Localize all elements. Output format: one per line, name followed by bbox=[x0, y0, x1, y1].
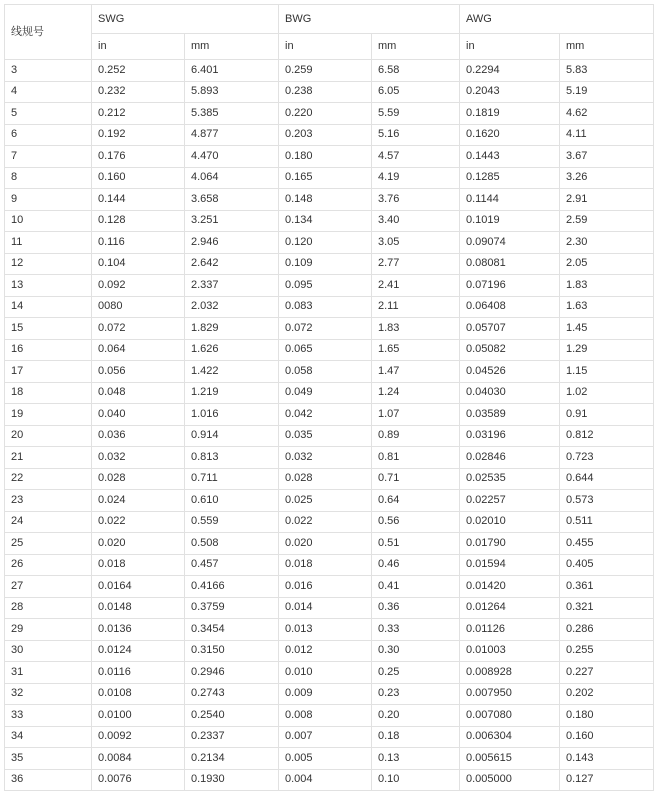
swg-mm-cell: 2.337 bbox=[185, 275, 279, 297]
bwg-in-cell: 0.010 bbox=[279, 662, 372, 684]
gauge-number-cell: 17 bbox=[5, 361, 92, 383]
swg-mm-cell: 0.2946 bbox=[185, 662, 279, 684]
table-row bbox=[5, 167, 654, 189]
swg-mm-cell: 0.3150 bbox=[185, 640, 279, 662]
swg-mm-cell: 0.2134 bbox=[185, 748, 279, 770]
bwg-in-cell: 0.032 bbox=[279, 447, 372, 469]
bwg-in-cell: 0.022 bbox=[279, 511, 372, 533]
awg-in-cell: 0.02257 bbox=[460, 490, 560, 512]
bwg-mm-cell: 1.65 bbox=[372, 339, 460, 361]
swg-mm-cell: 1.829 bbox=[185, 318, 279, 340]
table-row bbox=[5, 404, 654, 426]
table-row bbox=[5, 683, 654, 705]
bwg-mm-cell: 0.13 bbox=[372, 748, 460, 770]
table-row bbox=[5, 232, 654, 254]
bwg-in-cell: 0.008 bbox=[279, 705, 372, 727]
swg-mm-cell: 0.711 bbox=[185, 468, 279, 490]
bwg-in-cell: 0.018 bbox=[279, 554, 372, 576]
gauge-number-cell: 30 bbox=[5, 640, 92, 662]
awg-in-cell: 0.1285 bbox=[460, 167, 560, 189]
swg-mm-cell: 0.4166 bbox=[185, 576, 279, 598]
awg-mm-cell: 0.127 bbox=[560, 769, 654, 791]
swg-in-header: in bbox=[92, 34, 185, 60]
gauge-number-cell: 10 bbox=[5, 210, 92, 232]
swg-in-cell: 0.0108 bbox=[92, 683, 185, 705]
bwg-in-cell: 0.028 bbox=[279, 468, 372, 490]
swg-in-cell: 0.212 bbox=[92, 103, 185, 125]
bwg-mm-cell: 0.33 bbox=[372, 619, 460, 641]
awg-in-cell: 0.2043 bbox=[460, 81, 560, 103]
bwg-mm-cell: 5.16 bbox=[372, 124, 460, 146]
table-row bbox=[5, 103, 654, 125]
awg-in-cell: 0.01594 bbox=[460, 554, 560, 576]
table-row bbox=[5, 60, 654, 82]
bwg-mm-cell: 0.81 bbox=[372, 447, 460, 469]
awg-mm-cell: 0.812 bbox=[560, 425, 654, 447]
bwg-in-cell: 0.007 bbox=[279, 726, 372, 748]
table-body bbox=[5, 60, 654, 791]
awg-mm-cell: 2.91 bbox=[560, 189, 654, 211]
table-row bbox=[5, 726, 654, 748]
table-row bbox=[5, 619, 654, 641]
table-row bbox=[5, 576, 654, 598]
swg-in-cell: 0.160 bbox=[92, 167, 185, 189]
awg-in-cell: 0.08081 bbox=[460, 253, 560, 275]
awg-mm-cell: 3.67 bbox=[560, 146, 654, 168]
awg-mm-cell: 2.30 bbox=[560, 232, 654, 254]
bwg-in-header: in bbox=[279, 34, 372, 60]
swg-in-cell: 0.028 bbox=[92, 468, 185, 490]
swg-mm-cell: 2.946 bbox=[185, 232, 279, 254]
table-row bbox=[5, 339, 654, 361]
swg-mm-cell: 5.893 bbox=[185, 81, 279, 103]
gauge-number-cell: 19 bbox=[5, 404, 92, 426]
gauge-number-cell: 18 bbox=[5, 382, 92, 404]
awg-mm-cell: 0.180 bbox=[560, 705, 654, 727]
awg-in-cell: 0.02535 bbox=[460, 468, 560, 490]
gauge-number-cell: 31 bbox=[5, 662, 92, 684]
table-row bbox=[5, 124, 654, 146]
table-row bbox=[5, 705, 654, 727]
bwg-mm-cell: 2.77 bbox=[372, 253, 460, 275]
awg-mm-cell: 2.05 bbox=[560, 253, 654, 275]
bwg-mm-cell: 0.56 bbox=[372, 511, 460, 533]
table-row bbox=[5, 189, 654, 211]
bwg-mm-cell: 0.89 bbox=[372, 425, 460, 447]
table-row bbox=[5, 748, 654, 770]
awg-in-cell: 0.1819 bbox=[460, 103, 560, 125]
gauge-table-container bbox=[4, 4, 654, 791]
swg-in-cell: 0.024 bbox=[92, 490, 185, 512]
awg-in-cell: 0.05707 bbox=[460, 318, 560, 340]
awg-mm-cell: 1.15 bbox=[560, 361, 654, 383]
bwg-in-cell: 0.049 bbox=[279, 382, 372, 404]
bwg-mm-cell: 3.40 bbox=[372, 210, 460, 232]
swg-in-cell: 0.072 bbox=[92, 318, 185, 340]
swg-mm-cell: 1.016 bbox=[185, 404, 279, 426]
bwg-in-cell: 0.042 bbox=[279, 404, 372, 426]
awg-mm-cell: 0.227 bbox=[560, 662, 654, 684]
awg-in-cell: 0.1144 bbox=[460, 189, 560, 211]
swg-in-cell: 0.0148 bbox=[92, 597, 185, 619]
table-row bbox=[5, 490, 654, 512]
swg-in-cell: 0.020 bbox=[92, 533, 185, 555]
table-row bbox=[5, 662, 654, 684]
awg-in-cell: 0.04030 bbox=[460, 382, 560, 404]
table-row bbox=[5, 597, 654, 619]
swg-mm-cell: 3.658 bbox=[185, 189, 279, 211]
bwg-mm-cell: 2.41 bbox=[372, 275, 460, 297]
awg-mm-cell: 1.29 bbox=[560, 339, 654, 361]
table-row bbox=[5, 361, 654, 383]
bwg-mm-cell: 0.46 bbox=[372, 554, 460, 576]
table-row bbox=[5, 296, 654, 318]
swg-in-cell: 0.176 bbox=[92, 146, 185, 168]
table-row bbox=[5, 640, 654, 662]
swg-in-cell: 0.018 bbox=[92, 554, 185, 576]
awg-in-cell: 0.05082 bbox=[460, 339, 560, 361]
swg-mm-cell: 0.3454 bbox=[185, 619, 279, 641]
bwg-mm-cell: 3.05 bbox=[372, 232, 460, 254]
gauge-number-cell: 36 bbox=[5, 769, 92, 791]
swg-mm-cell: 0.457 bbox=[185, 554, 279, 576]
awg-in-cell: 0.006304 bbox=[460, 726, 560, 748]
gauge-number-cell: 27 bbox=[5, 576, 92, 598]
awg-mm-cell: 0.143 bbox=[560, 748, 654, 770]
swg-in-cell: 0.128 bbox=[92, 210, 185, 232]
awg-in-cell: 0.008928 bbox=[460, 662, 560, 684]
swg-in-cell: 0.104 bbox=[92, 253, 185, 275]
bwg-header: BWG bbox=[279, 5, 460, 34]
swg-mm-cell: 1.626 bbox=[185, 339, 279, 361]
swg-in-cell: 0.040 bbox=[92, 404, 185, 426]
bwg-mm-cell: 6.58 bbox=[372, 60, 460, 82]
awg-in-cell: 0.04526 bbox=[460, 361, 560, 383]
bwg-in-cell: 0.025 bbox=[279, 490, 372, 512]
gauge-number-cell: 24 bbox=[5, 511, 92, 533]
table-header bbox=[5, 5, 654, 60]
gauge-number-cell: 12 bbox=[5, 253, 92, 275]
awg-in-cell: 0.09074 bbox=[460, 232, 560, 254]
swg-in-cell: 0.092 bbox=[92, 275, 185, 297]
gauge-number-cell: 21 bbox=[5, 447, 92, 469]
gauge-number-cell: 32 bbox=[5, 683, 92, 705]
awg-in-cell: 0.02846 bbox=[460, 447, 560, 469]
awg-mm-cell: 0.255 bbox=[560, 640, 654, 662]
gauge-number-cell: 33 bbox=[5, 705, 92, 727]
awg-mm-cell: 5.19 bbox=[560, 81, 654, 103]
bwg-mm-cell: 3.76 bbox=[372, 189, 460, 211]
swg-in-cell: 0.0164 bbox=[92, 576, 185, 598]
gauge-number-cell: 7 bbox=[5, 146, 92, 168]
awg-in-cell: 0.01003 bbox=[460, 640, 560, 662]
awg-in-cell: 0.01126 bbox=[460, 619, 560, 641]
bwg-in-cell: 0.238 bbox=[279, 81, 372, 103]
awg-mm-cell: 0.361 bbox=[560, 576, 654, 598]
gauge-number-cell: 23 bbox=[5, 490, 92, 512]
table-row bbox=[5, 81, 654, 103]
wire-gauge-table bbox=[4, 4, 654, 791]
bwg-in-cell: 0.180 bbox=[279, 146, 372, 168]
bwg-in-cell: 0.004 bbox=[279, 769, 372, 791]
awg-in-cell: 0.03589 bbox=[460, 404, 560, 426]
swg-mm-cell: 1.219 bbox=[185, 382, 279, 404]
awg-in-cell: 0.005615 bbox=[460, 748, 560, 770]
awg-header: AWG bbox=[460, 5, 654, 34]
swg-in-cell: 0.0136 bbox=[92, 619, 185, 641]
table-row bbox=[5, 554, 654, 576]
gauge-number-cell: 11 bbox=[5, 232, 92, 254]
swg-in-cell: 0.0084 bbox=[92, 748, 185, 770]
swg-in-cell: 0.048 bbox=[92, 382, 185, 404]
table-row bbox=[5, 275, 654, 297]
bwg-in-cell: 0.020 bbox=[279, 533, 372, 555]
bwg-mm-cell: 0.30 bbox=[372, 640, 460, 662]
bwg-mm-cell: 5.59 bbox=[372, 103, 460, 125]
bwg-mm-cell: 0.10 bbox=[372, 769, 460, 791]
table-row bbox=[5, 468, 654, 490]
awg-in-cell: 0.007950 bbox=[460, 683, 560, 705]
table-row bbox=[5, 318, 654, 340]
awg-in-cell: 0.1019 bbox=[460, 210, 560, 232]
table-row bbox=[5, 447, 654, 469]
awg-in-cell: 0.2294 bbox=[460, 60, 560, 82]
gauge-number-cell: 28 bbox=[5, 597, 92, 619]
bwg-mm-header: mm bbox=[372, 34, 460, 60]
bwg-in-cell: 0.109 bbox=[279, 253, 372, 275]
awg-mm-cell: 0.455 bbox=[560, 533, 654, 555]
header-row-units bbox=[5, 34, 654, 60]
bwg-mm-cell: 0.20 bbox=[372, 705, 460, 727]
swg-in-cell: 0.252 bbox=[92, 60, 185, 82]
gauge-number-cell: 4 bbox=[5, 81, 92, 103]
swg-in-cell: 0.0124 bbox=[92, 640, 185, 662]
bwg-in-cell: 0.013 bbox=[279, 619, 372, 641]
gauge-number-cell: 9 bbox=[5, 189, 92, 211]
awg-mm-cell: 1.45 bbox=[560, 318, 654, 340]
swg-mm-cell: 0.508 bbox=[185, 533, 279, 555]
awg-mm-cell: 1.63 bbox=[560, 296, 654, 318]
gauge-number-cell: 34 bbox=[5, 726, 92, 748]
gauge-number-cell: 13 bbox=[5, 275, 92, 297]
table-row bbox=[5, 769, 654, 791]
bwg-mm-cell: 0.71 bbox=[372, 468, 460, 490]
swg-mm-cell: 0.559 bbox=[185, 511, 279, 533]
swg-mm-cell: 4.877 bbox=[185, 124, 279, 146]
bwg-in-cell: 0.005 bbox=[279, 748, 372, 770]
awg-mm-cell: 1.83 bbox=[560, 275, 654, 297]
awg-mm-cell: 0.91 bbox=[560, 404, 654, 426]
swg-in-cell: 0.0076 bbox=[92, 769, 185, 791]
awg-mm-cell: 0.286 bbox=[560, 619, 654, 641]
swg-in-cell: 0.032 bbox=[92, 447, 185, 469]
awg-in-header: in bbox=[460, 34, 560, 60]
bwg-mm-cell: 0.18 bbox=[372, 726, 460, 748]
bwg-in-cell: 0.065 bbox=[279, 339, 372, 361]
table-row bbox=[5, 533, 654, 555]
bwg-mm-cell: 2.11 bbox=[372, 296, 460, 318]
swg-in-cell: 0.0092 bbox=[92, 726, 185, 748]
swg-mm-cell: 0.813 bbox=[185, 447, 279, 469]
bwg-in-cell: 0.083 bbox=[279, 296, 372, 318]
gauge-number-cell: 14 bbox=[5, 296, 92, 318]
bwg-mm-cell: 1.24 bbox=[372, 382, 460, 404]
swg-mm-cell: 0.3759 bbox=[185, 597, 279, 619]
awg-in-cell: 0.03196 bbox=[460, 425, 560, 447]
awg-mm-cell: 0.405 bbox=[560, 554, 654, 576]
gauge-number-cell: 20 bbox=[5, 425, 92, 447]
bwg-mm-cell: 0.25 bbox=[372, 662, 460, 684]
table-row bbox=[5, 425, 654, 447]
gauge-number-cell: 25 bbox=[5, 533, 92, 555]
bwg-in-cell: 0.259 bbox=[279, 60, 372, 82]
bwg-in-cell: 0.014 bbox=[279, 597, 372, 619]
awg-mm-cell: 4.11 bbox=[560, 124, 654, 146]
awg-in-cell: 0.01264 bbox=[460, 597, 560, 619]
swg-in-cell: 0.056 bbox=[92, 361, 185, 383]
swg-mm-cell: 6.401 bbox=[185, 60, 279, 82]
swg-mm-cell: 4.470 bbox=[185, 146, 279, 168]
bwg-in-cell: 0.012 bbox=[279, 640, 372, 662]
awg-in-cell: 0.1620 bbox=[460, 124, 560, 146]
swg-in-cell: 0.036 bbox=[92, 425, 185, 447]
table-row bbox=[5, 146, 654, 168]
gauge-number-cell: 6 bbox=[5, 124, 92, 146]
gauge-number-cell: 22 bbox=[5, 468, 92, 490]
awg-mm-cell: 0.723 bbox=[560, 447, 654, 469]
bwg-mm-cell: 1.47 bbox=[372, 361, 460, 383]
bwg-in-cell: 0.203 bbox=[279, 124, 372, 146]
bwg-in-cell: 0.134 bbox=[279, 210, 372, 232]
swg-mm-cell: 0.610 bbox=[185, 490, 279, 512]
bwg-in-cell: 0.148 bbox=[279, 189, 372, 211]
awg-mm-cell: 0.321 bbox=[560, 597, 654, 619]
awg-in-cell: 0.1443 bbox=[460, 146, 560, 168]
awg-mm-cell: 5.83 bbox=[560, 60, 654, 82]
bwg-in-cell: 0.095 bbox=[279, 275, 372, 297]
swg-mm-cell: 3.251 bbox=[185, 210, 279, 232]
gauge-number-cell: 3 bbox=[5, 60, 92, 82]
awg-mm-cell: 0.573 bbox=[560, 490, 654, 512]
gauge-number-cell: 8 bbox=[5, 167, 92, 189]
awg-mm-cell: 0.160 bbox=[560, 726, 654, 748]
bwg-in-cell: 0.220 bbox=[279, 103, 372, 125]
awg-mm-cell: 3.26 bbox=[560, 167, 654, 189]
bwg-in-cell: 0.165 bbox=[279, 167, 372, 189]
awg-mm-cell: 0.644 bbox=[560, 468, 654, 490]
swg-mm-cell: 5.385 bbox=[185, 103, 279, 125]
bwg-mm-cell: 0.41 bbox=[372, 576, 460, 598]
gauge-number-cell: 5 bbox=[5, 103, 92, 125]
awg-in-cell: 0.01790 bbox=[460, 533, 560, 555]
bwg-mm-cell: 4.19 bbox=[372, 167, 460, 189]
gauge-number-cell: 35 bbox=[5, 748, 92, 770]
awg-mm-cell: 4.62 bbox=[560, 103, 654, 125]
gauge-number-cell: 26 bbox=[5, 554, 92, 576]
awg-in-cell: 0.07196 bbox=[460, 275, 560, 297]
bwg-in-cell: 0.072 bbox=[279, 318, 372, 340]
swg-mm-cell: 2.032 bbox=[185, 296, 279, 318]
awg-mm-cell: 2.59 bbox=[560, 210, 654, 232]
bwg-in-cell: 0.058 bbox=[279, 361, 372, 383]
bwg-mm-cell: 6.05 bbox=[372, 81, 460, 103]
bwg-mm-cell: 4.57 bbox=[372, 146, 460, 168]
gauge-number-cell: 16 bbox=[5, 339, 92, 361]
awg-in-cell: 0.01420 bbox=[460, 576, 560, 598]
awg-mm-cell: 1.02 bbox=[560, 382, 654, 404]
bwg-mm-cell: 0.51 bbox=[372, 533, 460, 555]
awg-in-cell: 0.005000 bbox=[460, 769, 560, 791]
swg-mm-cell: 0.2540 bbox=[185, 705, 279, 727]
gauge-number-cell: 15 bbox=[5, 318, 92, 340]
swg-mm-cell: 0.1930 bbox=[185, 769, 279, 791]
swg-mm-header: mm bbox=[185, 34, 279, 60]
swg-in-cell: 0.116 bbox=[92, 232, 185, 254]
bwg-mm-cell: 1.07 bbox=[372, 404, 460, 426]
bwg-in-cell: 0.009 bbox=[279, 683, 372, 705]
bwg-mm-cell: 0.23 bbox=[372, 683, 460, 705]
swg-mm-cell: 4.064 bbox=[185, 167, 279, 189]
swg-in-cell: 0.0116 bbox=[92, 662, 185, 684]
awg-in-cell: 0.007080 bbox=[460, 705, 560, 727]
swg-mm-cell: 2.642 bbox=[185, 253, 279, 275]
bwg-in-cell: 0.035 bbox=[279, 425, 372, 447]
awg-in-cell: 0.02010 bbox=[460, 511, 560, 533]
bwg-in-cell: 0.016 bbox=[279, 576, 372, 598]
header-row-groups bbox=[5, 5, 654, 34]
swg-in-cell: 0.192 bbox=[92, 124, 185, 146]
table-row bbox=[5, 511, 654, 533]
bwg-in-cell: 0.120 bbox=[279, 232, 372, 254]
table-row bbox=[5, 382, 654, 404]
swg-mm-cell: 0.2337 bbox=[185, 726, 279, 748]
gauge-number-header: 线规号 bbox=[5, 5, 92, 60]
bwg-mm-cell: 0.36 bbox=[372, 597, 460, 619]
awg-mm-cell: 0.511 bbox=[560, 511, 654, 533]
swg-in-cell: 0.064 bbox=[92, 339, 185, 361]
swg-mm-cell: 1.422 bbox=[185, 361, 279, 383]
bwg-mm-cell: 1.83 bbox=[372, 318, 460, 340]
table-row bbox=[5, 210, 654, 232]
swg-mm-cell: 0.2743 bbox=[185, 683, 279, 705]
awg-mm-header: mm bbox=[560, 34, 654, 60]
swg-in-cell: 0080 bbox=[92, 296, 185, 318]
swg-in-cell: 0.022 bbox=[92, 511, 185, 533]
swg-in-cell: 0.0100 bbox=[92, 705, 185, 727]
gauge-number-cell: 29 bbox=[5, 619, 92, 641]
swg-in-cell: 0.144 bbox=[92, 189, 185, 211]
swg-in-cell: 0.232 bbox=[92, 81, 185, 103]
awg-in-cell: 0.06408 bbox=[460, 296, 560, 318]
awg-mm-cell: 0.202 bbox=[560, 683, 654, 705]
table-row bbox=[5, 253, 654, 275]
swg-mm-cell: 0.914 bbox=[185, 425, 279, 447]
bwg-mm-cell: 0.64 bbox=[372, 490, 460, 512]
swg-header: SWG bbox=[92, 5, 279, 34]
